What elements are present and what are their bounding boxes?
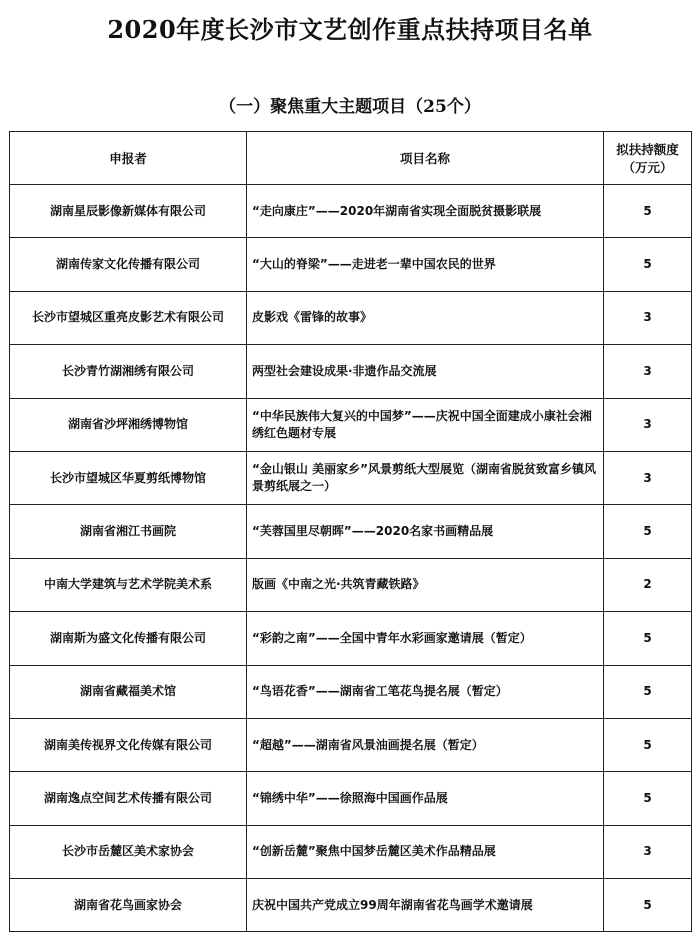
amount-cell: 3	[604, 398, 692, 451]
applicant-cell: 湖南省花鸟画家协会	[10, 879, 247, 932]
project-cell: “彩韵之南”——全国中青年水彩画家邀请展（暂定）	[247, 612, 604, 665]
table-row	[10, 772, 692, 825]
header-applicant: 申报者	[10, 132, 247, 185]
table-row	[10, 505, 692, 558]
amount-cell: 3	[604, 451, 692, 504]
header-project: 项目名称	[247, 132, 604, 185]
applicant-cell: 长沙市岳麓区美术家协会	[10, 825, 247, 878]
table-row	[10, 558, 692, 611]
amount-cell: 5	[604, 238, 692, 291]
amount-cell: 3	[604, 825, 692, 878]
table-row	[10, 398, 692, 451]
amount-cell: 5	[604, 612, 692, 665]
table-row	[10, 825, 692, 878]
table-header-row	[10, 132, 692, 185]
project-cell: 庆祝中国共产党成立99周年湖南省花鸟画学术邀请展	[247, 879, 604, 932]
amount-cell: 5	[604, 185, 692, 238]
applicant-cell: 湖南逸点空间艺术传播有限公司	[10, 772, 247, 825]
table-row	[10, 665, 692, 718]
project-cell: “走向康庄”——2020年湖南省实现全面脱贫摄影联展	[247, 185, 604, 238]
project-cell: 版画《中南之光·共筑青藏铁路》	[247, 558, 604, 611]
project-cell: “鸟语花香”——湖南省工笔花鸟提名展（暂定）	[247, 665, 604, 718]
table-row	[10, 185, 692, 238]
amount-cell: 5	[604, 879, 692, 932]
amount-cell: 5	[604, 505, 692, 558]
project-cell: “芙蓉国里尽朝晖”——2020名家书画精品展	[247, 505, 604, 558]
applicant-cell: 中南大学建筑与艺术学院美术系	[10, 558, 247, 611]
project-cell: “创新岳麓”聚焦中国梦岳麓区美术作品精品展	[247, 825, 604, 878]
applicant-cell: 湖南斯为盛文化传播有限公司	[10, 612, 247, 665]
applicant-cell: 湖南传家文化传播有限公司	[10, 238, 247, 291]
amount-cell: 3	[604, 291, 692, 344]
project-cell: “锦绣中华”——徐照海中国画作品展	[247, 772, 604, 825]
amount-cell: 5	[604, 718, 692, 771]
applicant-cell: 湖南省藏福美术馆	[10, 665, 247, 718]
table-row	[10, 879, 692, 932]
project-cell: “金山银山 美丽家乡”风景剪纸大型展览（湖南省脱贫致富乡镇风景剪纸展之一）	[247, 451, 604, 504]
amount-cell: 5	[604, 772, 692, 825]
applicant-cell: 湖南省湘江书画院	[10, 505, 247, 558]
amount-cell: 3	[604, 345, 692, 398]
applicant-cell: 长沙市望城区华夏剪纸博物馆	[10, 451, 247, 504]
table-row	[10, 345, 692, 398]
applicant-cell: 湖南美传视界文化传媒有限公司	[10, 718, 247, 771]
applicant-cell: 长沙市望城区重亮皮影艺术有限公司	[10, 291, 247, 344]
table-row	[10, 612, 692, 665]
amount-cell: 2	[604, 558, 692, 611]
project-cell: “大山的脊梁”——走进老一辈中国农民的世界	[247, 238, 604, 291]
table-row	[10, 291, 692, 344]
table-row	[10, 238, 692, 291]
project-cell: 两型社会建设成果·非遗作品交流展	[247, 345, 604, 398]
project-table	[9, 131, 692, 932]
project-cell: 皮影戏《雷锋的故事》	[247, 291, 604, 344]
header-amount: 拟扶持额度（万元）	[604, 132, 692, 185]
applicant-cell: 湖南省沙坪湘绣博物馆	[10, 398, 247, 451]
table-row	[10, 451, 692, 504]
applicant-cell: 湖南星辰影像新媒体有限公司	[10, 185, 247, 238]
amount-cell: 5	[604, 665, 692, 718]
project-cell: “超越”——湖南省风景油画提名展（暂定）	[247, 718, 604, 771]
applicant-cell: 长沙青竹湖湘绣有限公司	[10, 345, 247, 398]
project-cell: “中华民族伟大复兴的中国梦”——庆祝中国全面建成小康社会湘绣红色题材专展	[247, 398, 604, 451]
table-row	[10, 718, 692, 771]
section-heading: （一）聚焦重大主题项目（25个）	[219, 97, 481, 117]
document-title: 2020年度长沙市文艺创作重点扶持项目名单	[107, 15, 593, 44]
